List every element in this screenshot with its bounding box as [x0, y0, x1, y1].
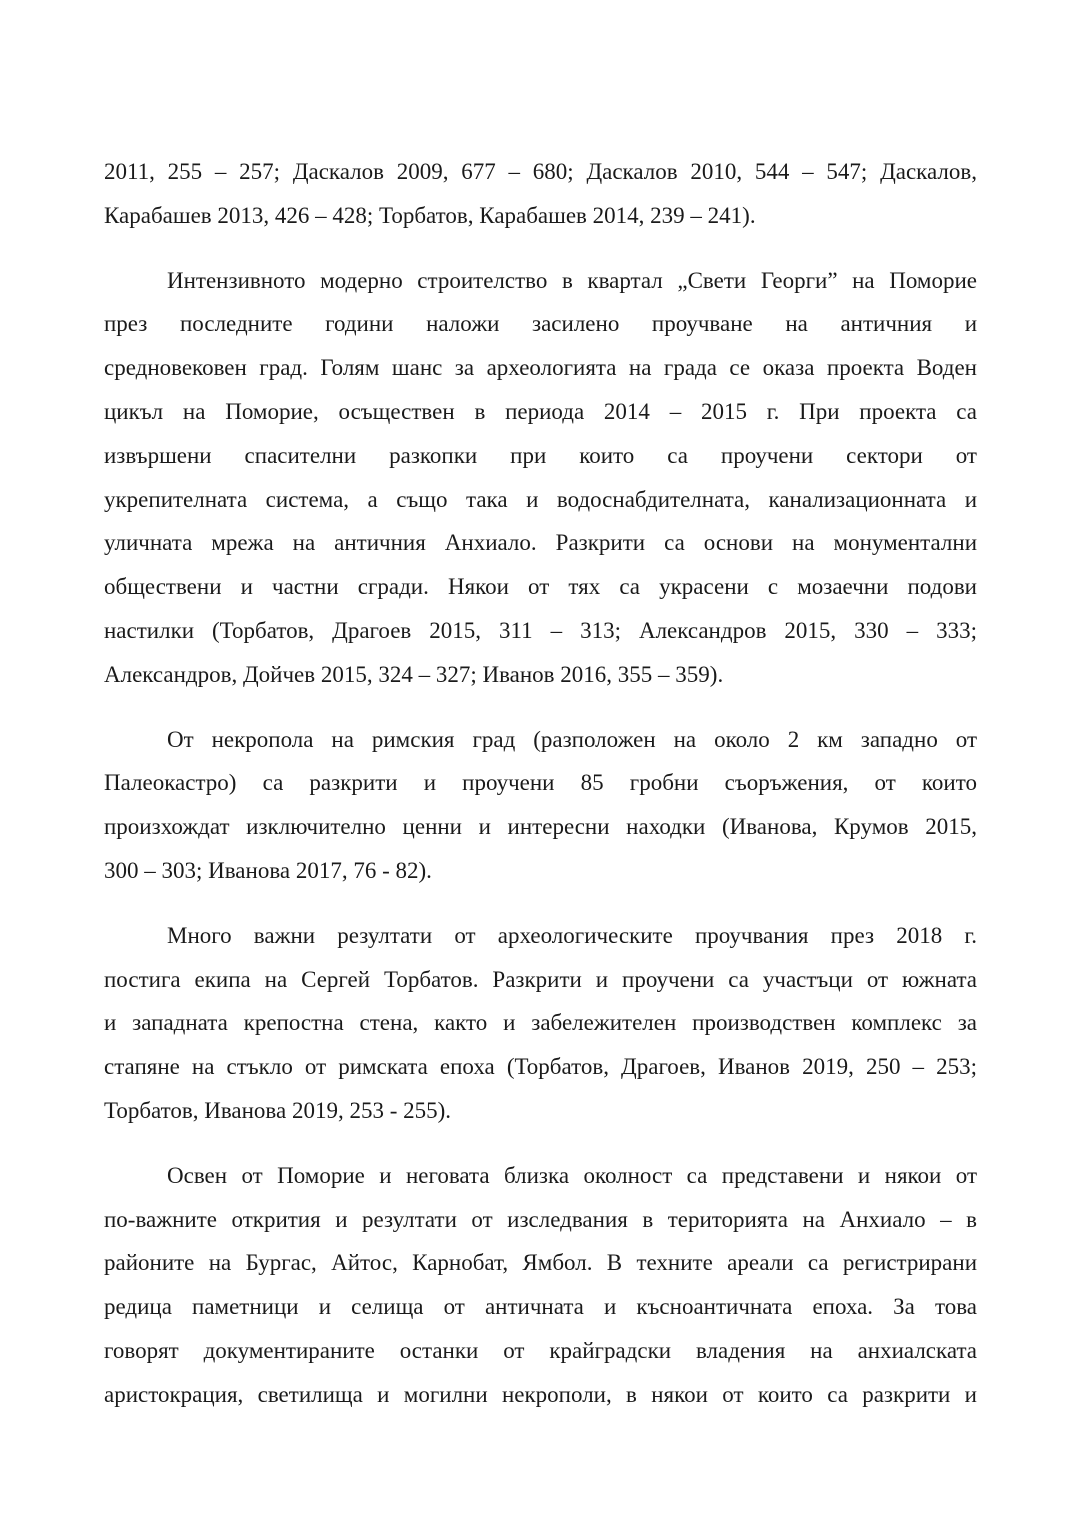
- text-line: настилки (Торбатов, Драгоев 2015, 311 – 313; Александров 2015, 330 – 333;: [104, 617, 977, 643]
- paragraph-5: [104, 1154, 977, 1417]
- text-line: уличната мрежа на античния Анхиало. Разкрити са основи на монументални: [104, 530, 977, 556]
- text-line: редица паметници и селища от античната и късноантичната епоха. За това: [104, 1294, 977, 1320]
- text-line: Торбатов, Иванова 2019, 253 - 255).: [104, 1097, 452, 1123]
- text-line: произхождат изключително ценни и интересни находки (Иванова, Крумов 2015,: [104, 814, 977, 840]
- text-line: през последните години наложи засилено проучване на античния и: [104, 311, 977, 337]
- text-line: Много важни резултати от археологическите проучвания през 2018 г.: [167, 922, 977, 948]
- text-line: Карабашев 2013, 426 – 428; Торбатов, Карабашев 2014, 239 – 241).: [104, 202, 756, 228]
- text-line: укрепителната система, а също така и водоснабдителната, канализационната и: [104, 486, 977, 512]
- text-line: по-важните открития и резултати от изследвания в територията на Анхиало – в: [104, 1206, 977, 1232]
- text-line: Палеокастро) са разкрити и проучени 85 гробни съоръжения, от които: [104, 770, 977, 796]
- paragraph-3: [104, 718, 977, 893]
- text-line: 300 – 303; Иванова 2017, 76 - 82).: [104, 857, 432, 883]
- text-line: средновековен град. Голям шанс за археологията на града се оказа проекта Воден: [104, 355, 977, 381]
- text-line: аристокрация, светилища и могилни некрополи, в някои от които са разкрити и: [104, 1381, 977, 1407]
- paragraph-2: [104, 259, 977, 697]
- text-line: извършени спасителни разкопки при които са проучени сектори от: [104, 442, 977, 468]
- text-line: Интензивното модерно строителство в квартал „Свети Георги” на Поморие: [167, 267, 977, 293]
- text-line: стапяне на стъкло от римската епоха (Торбатов, Драгоев, Иванов 2019, 250 – 253;: [104, 1054, 977, 1080]
- text-line: говорят документираните останки от крайградски владения на анхиалската: [104, 1337, 977, 1363]
- text-line: районите на Бургас, Айтос, Карнобат, Ямбол. В техните ареали са регистрирани: [104, 1250, 977, 1276]
- text-line: и западната крепостна стена, както и забележителен производствен комплекс за: [104, 1010, 977, 1036]
- text-line: Освен от Поморие и неговата близка околност са представени и някои от: [167, 1162, 977, 1188]
- document-body: [104, 150, 977, 1417]
- text-line: От некропола на римския град (разположен на около 2 км западно от: [167, 726, 977, 752]
- text-line: постига екипа на Сергей Торбатов. Разкрити и проучени са участъци от южната: [104, 966, 977, 992]
- text-line: Александров, Дойчев 2015, 324 – 327; Иванов 2016, 355 – 359).: [104, 661, 724, 687]
- paragraph-4: [104, 914, 977, 1133]
- text-line: цикъл на Поморие, осъществен в периода 2014 – 2015 г. При проекта са: [104, 398, 977, 424]
- text-line: 2011, 255 – 257; Даскалов 2009, 677 – 680; Даскалов 2010, 544 – 547; Даскалов,: [104, 159, 977, 184]
- text-line: обществени и частни сгради. Някои от тях са украсени с мозаечни подови: [104, 574, 977, 600]
- paragraph-1: [104, 150, 977, 238]
